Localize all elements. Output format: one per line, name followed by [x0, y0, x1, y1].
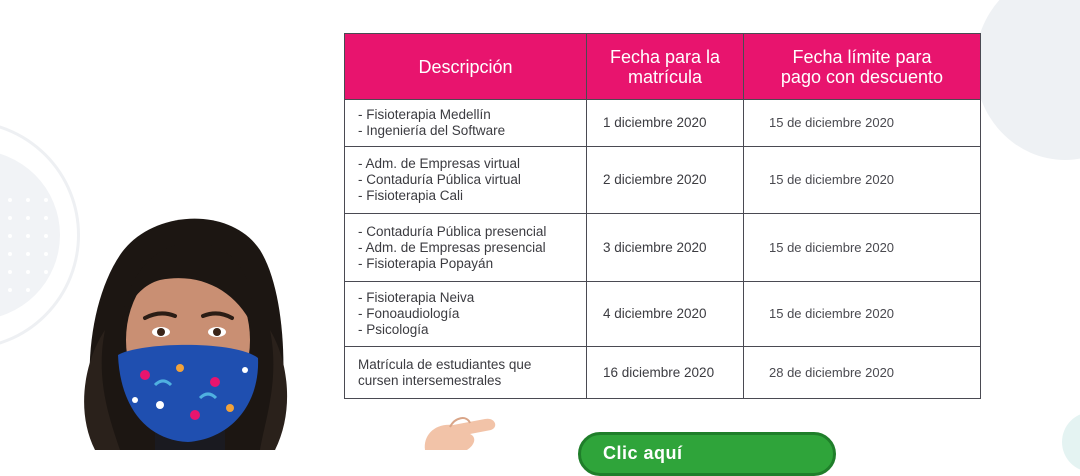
- discount-deadline-cell: 15 de diciembre 2020: [744, 214, 981, 282]
- table-header-row: [345, 34, 981, 100]
- header-line: matrícula: [627, 66, 703, 87]
- program-line: - Adm. de Empresas presencial: [358, 239, 546, 255]
- header-discount-deadline: [744, 34, 981, 100]
- table-row: [345, 147, 981, 214]
- discount-deadline-cell: 15 de diciembre 2020: [744, 147, 981, 214]
- table-row: [345, 214, 981, 282]
- header-description: [345, 34, 587, 100]
- enrollment-schedule-table: [344, 33, 981, 399]
- enrollment-date-cell: 4 diciembre 2020: [587, 282, 744, 347]
- header-line: Descripción: [418, 56, 513, 77]
- program-line: - Ingeniería del Software: [358, 123, 506, 138]
- program-description-cell: [345, 347, 587, 399]
- discount-deadline-cell: 15 de diciembre 2020: [744, 282, 981, 347]
- header-line: Fecha límite para: [792, 46, 932, 67]
- discount-deadline-cell: 15 de diciembre 2020: [744, 100, 981, 147]
- decorative-dot: [26, 270, 30, 274]
- header-line: Fecha para la: [609, 46, 721, 67]
- decorative-circle-bottom-right: [1062, 412, 1080, 472]
- decorative-dot: [8, 288, 12, 292]
- table-row: [345, 282, 981, 347]
- decorative-dot: [26, 198, 30, 202]
- pointing-hand-icon: [415, 405, 505, 450]
- discount-deadline-cell: 28 de diciembre 2020: [744, 347, 981, 399]
- program-line: - Contaduría Pública presencial: [358, 223, 547, 239]
- decorative-dot: [44, 270, 48, 274]
- program-line: - Adm. de Empresas virtual: [358, 156, 521, 171]
- program-line: - Fonoaudiología: [358, 306, 460, 321]
- click-here-button[interactable]: [578, 432, 836, 476]
- program-line: cursen intersemestrales: [358, 372, 502, 388]
- header-enrollment-date: [587, 34, 744, 100]
- decorative-dot: [26, 288, 30, 292]
- decorative-dot: [26, 234, 30, 238]
- decorative-circle-right: [975, 0, 1080, 160]
- enrollment-date-cell: 1 diciembre 2020: [587, 100, 744, 147]
- program-line: - Fisioterapia Cali: [358, 188, 464, 203]
- program-description-cell: [345, 214, 587, 282]
- decorative-dot: [44, 198, 48, 202]
- program-line: - Contaduría Pública virtual: [358, 172, 521, 187]
- decorative-dot: [44, 216, 48, 220]
- table-row: [345, 347, 981, 399]
- enrollment-date-cell: 3 diciembre 2020: [587, 214, 744, 282]
- woman-with-mask-illustration: [60, 210, 310, 450]
- program-description-cell: [345, 100, 587, 147]
- decorative-dot: [8, 234, 12, 238]
- program-description-cell: [345, 147, 587, 214]
- decorative-dot: [26, 252, 30, 256]
- decorative-dots: [0, 190, 60, 300]
- decorative-dot: [8, 252, 12, 256]
- decorative-dot: [8, 270, 12, 274]
- table-row: [345, 100, 981, 147]
- decorative-dot: [26, 216, 30, 220]
- program-line: - Psicología: [358, 322, 429, 337]
- click-here-label: Clic aquí: [603, 443, 683, 463]
- decorative-dot: [44, 234, 48, 238]
- enrollment-date-cell: 2 diciembre 2020: [587, 147, 744, 214]
- decorative-dot: [8, 198, 12, 202]
- program-line: - Fisioterapia Popayán: [358, 255, 494, 271]
- program-line: - Fisioterapia Neiva: [358, 290, 475, 305]
- program-line: - Fisioterapia Medellín: [358, 107, 491, 122]
- header-line: pago con descuento: [780, 66, 944, 87]
- program-line: Matrícula de estudiantes que: [358, 356, 532, 372]
- decorative-dot: [8, 216, 12, 220]
- program-description-cell: [345, 282, 587, 347]
- decorative-dot: [44, 288, 48, 292]
- decorative-dot: [44, 252, 48, 256]
- enrollment-date-cell: 16 diciembre 2020: [587, 347, 744, 399]
